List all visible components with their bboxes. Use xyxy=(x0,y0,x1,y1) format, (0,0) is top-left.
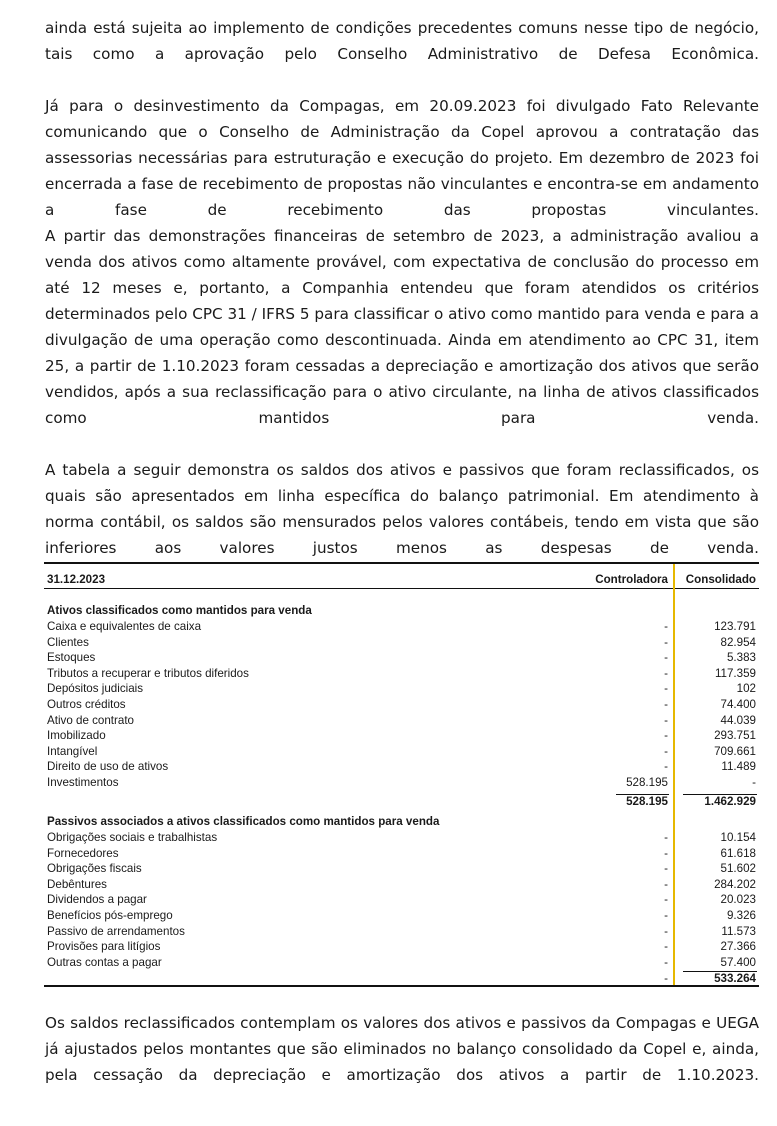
table-row-consolidado: 709.661 xyxy=(714,744,756,758)
table-row-controladora: - xyxy=(664,877,668,891)
paragraph-ifrs5: A partir das demonstrações financeiras de setembro de 2023, a administração avaliou a venda dos ativos como altamente provável, com expectativa de conclusão do processo em até 12 meses e, portanto, a Companhia entendeu que foram atendidos os critérios determinados pelo CPC 31 / IFRS 5 para classificar o ativo como mantido para venda e para a divulgação de uma operação como descontinuada. Ainda em atendimento ao CPC 31, item 25, a partir de 1.10.2023 foram cessadas a depreciação e amortização dos ativos que serão vendidos, após a sua reclassificação para o ativo circulante, na linha de ativos classificados como mantidos para venda. xyxy=(45,227,759,427)
table-row-label: Tributos a recuperar e tributos diferidos xyxy=(47,666,249,680)
table-row-label: Depósitos judiciais xyxy=(47,682,144,696)
table-row-label: Provisões para litígios xyxy=(47,940,161,954)
liabilities-total-controladora: - xyxy=(664,972,668,985)
table-row-label: Caixa e equivalentes de caixa xyxy=(47,620,202,633)
table-row-consolidado: 11.489 xyxy=(721,760,756,774)
table-row-controladora: - xyxy=(664,651,668,665)
table-row-controladora: - xyxy=(664,846,668,860)
table-row-consolidado: 284.202 xyxy=(714,877,756,891)
table-row-consolidado: 11.573 xyxy=(721,924,756,938)
table-row-consolidado: 20.023 xyxy=(720,893,756,907)
table-row-controladora: 528.195 xyxy=(626,776,668,789)
table-row-controladora: - xyxy=(664,893,668,907)
assets-total-consolidado: 1.462.929 xyxy=(704,795,756,808)
paragraph-intro: ainda está sujeita ao implemento de condições precedentes comuns nesse tipo de negócio, tais como a aprovação pelo Conselho Administrativo de Defesa Econômica. xyxy=(45,19,759,63)
table-row-consolidado: 5.383 xyxy=(726,651,756,665)
table-row-label: Direito de uso de ativos xyxy=(47,760,169,774)
table-row-label: Investimentos xyxy=(47,776,119,789)
table-row-consolidado: 123.791 xyxy=(714,620,756,633)
table-row-consolidado: 74.400 xyxy=(720,698,756,711)
liabilities-section-title: Passivos associados a ativos classificados como mantidos para venda xyxy=(47,815,440,828)
table-row-label: Fornecedores xyxy=(47,846,119,860)
table-header-date: 31.12.2023 xyxy=(47,573,106,586)
table-row-consolidado: 57.400 xyxy=(720,955,756,969)
table-row-consolidado: 9.326 xyxy=(726,909,756,922)
table-row-label: Clientes xyxy=(47,635,89,649)
table-row-label: Outras contas a pagar xyxy=(47,955,162,969)
paragraph-closing: Os saldos reclassificados contemplam os valores dos ativos e passivos da Compagas e UEGA já ajustados pelos montantes que são eliminados no balanço consolidado da Copel e, ainda, pela cessação da depreciação e amortização dos ativos a partir de 1.10.2023. xyxy=(45,1014,759,1084)
table-row-controladora: - xyxy=(664,635,668,649)
table-row-label: Passivo de arrendamentos xyxy=(47,924,185,938)
paragraph-compagas: Já para o desinvestimento da Compagas, em 20.09.2023 foi divulgado Fato Relevante comunicando que o Conselho de Administração da Copel aprovou a contratação das assessorias necessárias para estruturação e execução do projeto. Em dezembro de 2023 foi encerrada a fase de recebimento de propostas não vinculantes e encontra-se em andamento a fase de recebimento das propostas vinculantes. xyxy=(45,97,759,219)
table-row-consolidado: 82.954 xyxy=(720,635,756,649)
table-row-controladora: - xyxy=(664,862,668,876)
table-row-label: Debêntures xyxy=(47,877,107,891)
table-row-consolidado: 117.359 xyxy=(714,666,756,680)
liabilities-total-consolidado: 533.264 xyxy=(714,972,756,985)
paragraph-table-intro: A tabela a seguir demonstra os saldos dos ativos e passivos que foram reclassificados, os quais são apresentados em linha específica do balanço patrimonial. Em atendimento à norma contábil, os saldos são mensurados pelos valores contábeis, tendo em vista que são inferiores aos valores justos menos as despesas de venda. xyxy=(45,461,759,557)
table-row-label: Benefícios pós-emprego xyxy=(47,909,173,922)
table-row-controladora: - xyxy=(664,698,668,711)
table-row-label: Obrigações fiscais xyxy=(47,862,142,876)
assets-section-title: Ativos classificados como mantidos para venda xyxy=(47,604,312,617)
table-row-label: Imobilizado xyxy=(47,729,106,743)
table-row-consolidado: - xyxy=(752,776,756,789)
table-column-divider xyxy=(673,564,675,985)
table-row-consolidado: 293.751 xyxy=(714,729,756,743)
table-row-controladora: - xyxy=(664,909,668,922)
table-row-consolidado: 102 xyxy=(736,682,756,696)
table-row-label: Dividendos a pagar xyxy=(47,893,147,907)
table-row-label: Estoques xyxy=(47,651,96,665)
table-row-controladora: - xyxy=(664,760,668,774)
table-row-consolidado: 27.366 xyxy=(720,940,756,954)
table-bottom-rule xyxy=(44,985,759,987)
table-row-consolidado: 44.039 xyxy=(720,713,756,727)
table-row-controladora: - xyxy=(664,955,668,969)
table-row-consolidado: 10.154 xyxy=(720,831,756,844)
table-row-controladora: - xyxy=(664,744,668,758)
table-row-label: Outros créditos xyxy=(47,698,126,711)
assets-total-controladora: 528.195 xyxy=(626,795,668,808)
table-row-controladora: - xyxy=(664,940,668,954)
table-row-controladora: - xyxy=(664,729,668,743)
table-row-label: Obrigações sociais e trabalhistas xyxy=(47,831,218,844)
table-row-controladora: - xyxy=(664,713,668,727)
table-row-label: Ativo de contrato xyxy=(47,713,135,727)
table-header-consolidado: Consolidado xyxy=(685,573,756,586)
table-row-controladora: - xyxy=(664,924,668,938)
table-row-consolidado: 61.618 xyxy=(720,846,756,860)
table-header-rule xyxy=(44,588,759,589)
table-row-label: Intangível xyxy=(47,744,98,758)
table-row-controladora: - xyxy=(664,666,668,680)
table-header-controladora: Controladora xyxy=(595,573,668,586)
table-row-controladora: - xyxy=(664,620,668,633)
table-row-controladora: - xyxy=(664,682,668,696)
table-row-consolidado: 51.602 xyxy=(720,862,756,876)
table-top-rule xyxy=(44,562,759,564)
held-for-sale-table xyxy=(44,562,759,988)
table-row-controladora: - xyxy=(664,831,668,844)
